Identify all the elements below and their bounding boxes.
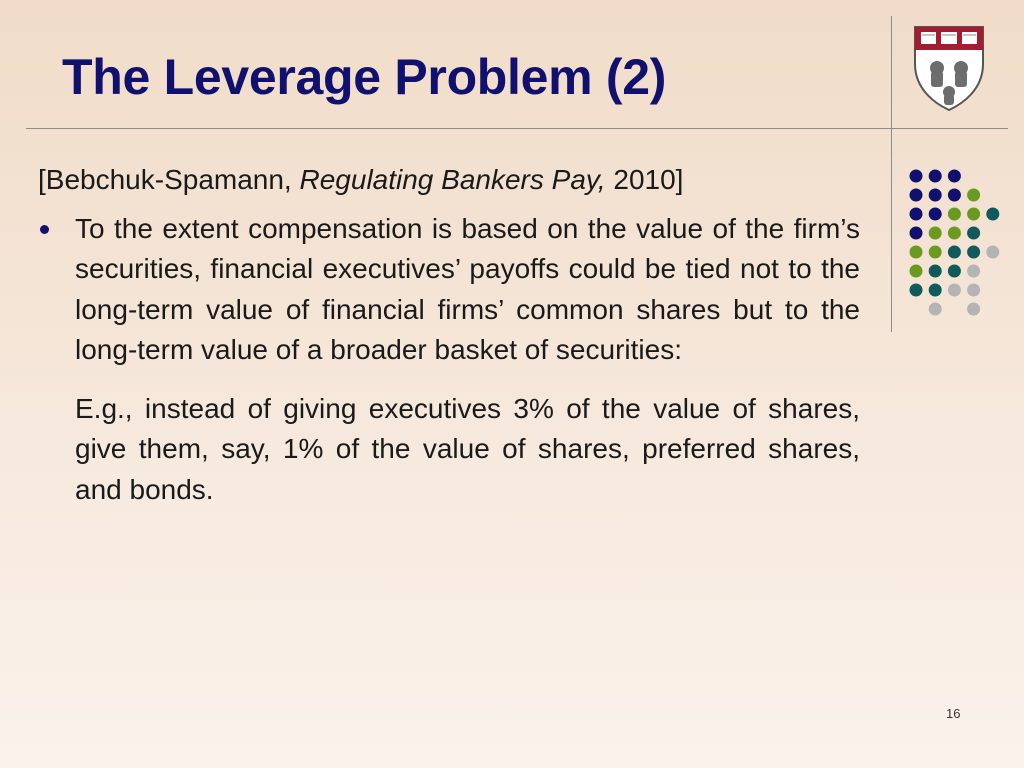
decor-dot: [910, 265, 923, 278]
decor-dot: [986, 246, 999, 259]
decor-dot: [967, 227, 980, 240]
decor-dot: [948, 246, 961, 259]
decor-dot: [910, 284, 923, 297]
horizontal-divider: [26, 128, 1008, 129]
citation: [38, 160, 860, 201]
shield-logo-icon: [912, 24, 986, 112]
decor-dot: [967, 303, 980, 316]
decor-dot: [986, 208, 999, 221]
decor-dot: [929, 303, 942, 316]
decor-dot: [948, 265, 961, 278]
page-number: 16: [946, 706, 961, 721]
citation-authors: [Bebchuk-Spamann,: [38, 164, 300, 195]
citation-year: 2010]: [605, 164, 684, 195]
decor-dot: [910, 170, 923, 183]
decor-dot: [948, 227, 961, 240]
decor-dot: [948, 284, 961, 297]
decor-dot: [929, 284, 942, 297]
decorative-dot-grid: [908, 169, 1003, 319]
slide-body: [38, 160, 860, 510]
decor-dot: [967, 265, 980, 278]
slide-title: The Leverage Problem (2): [62, 49, 667, 105]
decor-dot: [948, 208, 961, 221]
decor-dot: [929, 265, 942, 278]
decor-dot: [967, 189, 980, 202]
vertical-divider: [891, 16, 892, 332]
bullet-point: [38, 209, 860, 371]
decor-dot: [910, 208, 923, 221]
decor-dot: [929, 170, 942, 183]
bullet-dot-icon: [40, 225, 49, 234]
decor-dot: [910, 189, 923, 202]
decor-dot: [910, 246, 923, 259]
bullet-text: To the extent compensation is based on the value of the firm’s securities, financial executives’ payoffs could be tied not to the long-term value of financial firms’ common shares but to the long-term value of a broader basket of securities:: [75, 212, 860, 365]
decor-dot: [929, 208, 942, 221]
decor-dot: [967, 284, 980, 297]
decor-dot: [948, 170, 961, 183]
decor-dot: [967, 246, 980, 259]
decor-dot: [948, 189, 961, 202]
citation-title: Regulating Bankers Pay,: [299, 164, 606, 195]
decor-dot: [929, 227, 942, 240]
decor-dot: [910, 227, 923, 240]
decor-dot: [967, 208, 980, 221]
bullet-example: E.g., instead of giving executives 3% of the value of shares, give them, say, 1% of the value of shares, preferred shares, and bonds.: [75, 392, 860, 505]
decor-dot: [929, 246, 942, 259]
decor-dot: [929, 189, 942, 202]
